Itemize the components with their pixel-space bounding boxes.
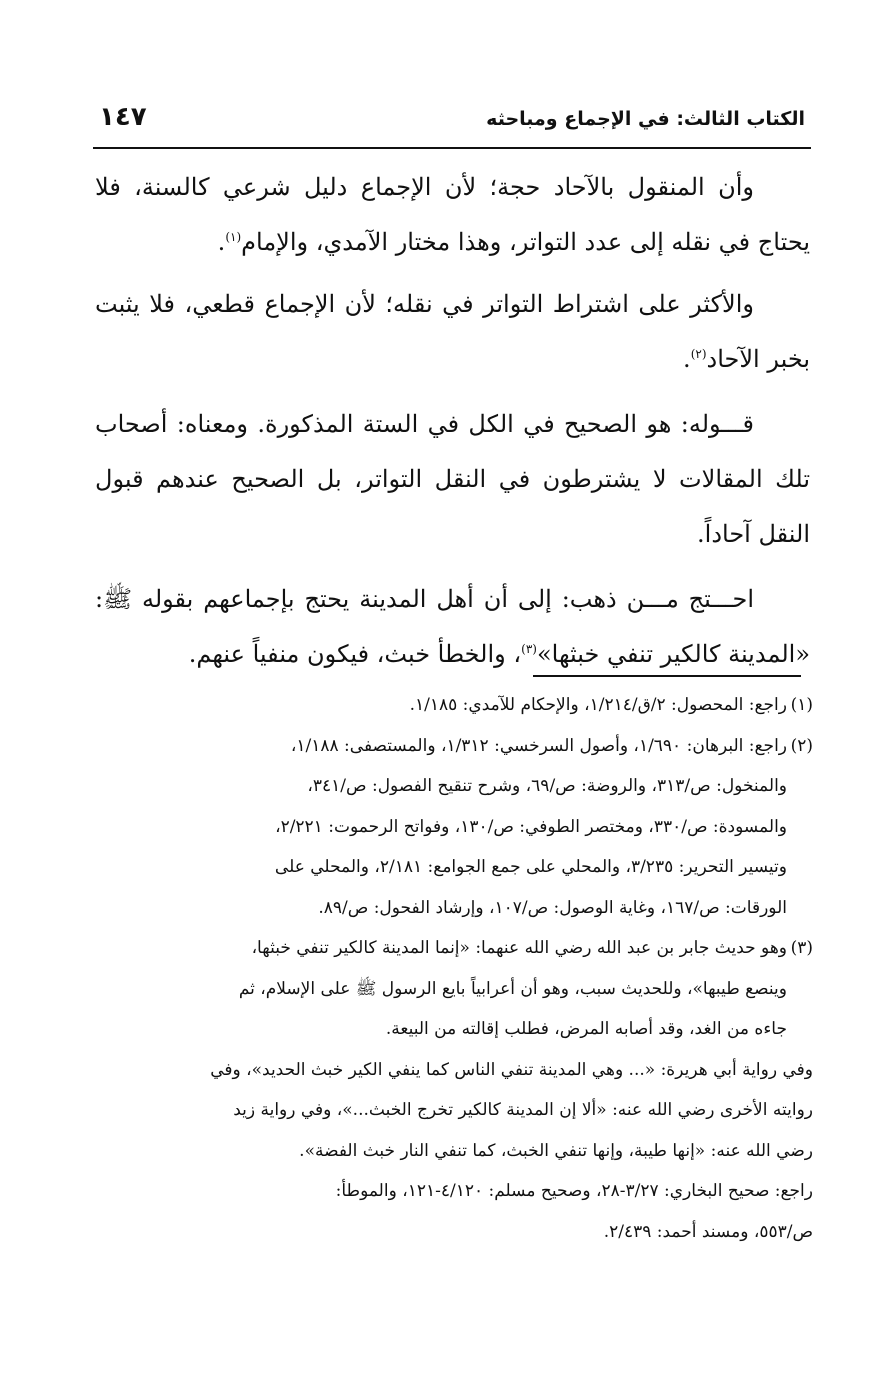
paragraph-line-tail: . <box>683 345 691 373</box>
footnote-line: والمنخول: ص/٣١٣، والروضة: ص/٦٩، وشرح تنقيح الفصول: ص/٣٤١، <box>307 776 787 796</box>
footnote-line: جاءه من الغد، وقد أصابه المرض، فطلب إقالته من البيعة. <box>385 1019 787 1039</box>
footnote-line: والمسودة: ص/٣٣٠، ومختصر الطوفي: ص/١٣٠، وفواتح الرحموت: ٢/٢٢١، <box>275 816 787 837</box>
header-divider <box>93 147 811 149</box>
paragraph <box>95 277 810 387</box>
footnote <box>93 685 813 726</box>
paragraph-line: احـــتج مـــن ذهب: إلى أن أهل المدينة يحتج بإجماعهم بقوله ﷺ: <box>95 585 755 613</box>
footnote-ref[interactable]: (١) <box>225 230 242 244</box>
footnote-number: (٣) <box>790 938 813 958</box>
paragraph <box>95 160 810 270</box>
footnote <box>93 928 813 1050</box>
footnote-line: وتيسير التحرير: ٣/٢٣٥، والمحلي على جمع الجوامع: ٢/١٨١، والمحلي على <box>274 857 787 877</box>
paragraph-line: «المدينة كالكير تنفي خبثها» <box>536 640 810 668</box>
footnote <box>93 726 813 929</box>
footnote-line: وفي رواية أبي هريرة: «... وهي المدينة تنفي الناس كما ينفي الكير خبث الحديد»، وفي <box>210 1059 813 1080</box>
footnote-line: رضي الله عنه: «إنها طيبة، وإنها تنفي الخبث، كما تنفي النار خبث الفضة». <box>299 1140 813 1161</box>
paragraph-line: المقالات لا يشترطون في النقل التواتر، بل الصحيح عندهم قبول النقل آحاداً. <box>95 465 810 548</box>
running-header <box>95 100 810 148</box>
footnote-line: راجع: البرهان: ١/٦٩٠، وأصول السرخسي: ١/٣١٢، والمستصفى: ١/١٨٨، <box>290 735 787 756</box>
footnote-divider <box>533 675 801 677</box>
paragraph-line: قـــوله: هو الصحيح في الكل في الستة المذكورة. ومعناه: أصحاب تلك <box>95 410 810 493</box>
paragraph-line: بخبر الآحاد <box>706 345 810 373</box>
paragraph <box>95 572 810 682</box>
paragraph-line: يحتاج في نقله إلى عدد التواتر، وهذا مختار الآمدي، والإمام <box>241 228 810 256</box>
footnote-line: راجع: صحيح البخاري: ٣/٢٧-٢٨، وصحيح مسلم: ٤/١٢٠-١٢١، والموطأ: <box>335 1181 813 1201</box>
footnote-number: (١) <box>790 695 813 715</box>
footnote-continuation <box>93 1171 813 1252</box>
main-text <box>95 160 810 692</box>
footnote-line: وهو حديث جابر بن عبد الله رضي الله عنهما: «إنما المدينة كالكير تنفي خبثها، <box>251 938 787 958</box>
footnote-line: الورقات: ص/١٦٧، وغاية الوصول: ص/١٠٧، وإرشاد الفحول: ص/٨٩. <box>318 897 787 918</box>
page-number: ١٤٧ <box>99 102 147 132</box>
footnote-number: (٢) <box>790 735 813 756</box>
paragraph-line-tail: . <box>217 228 226 256</box>
footnote-continuation <box>93 1050 813 1172</box>
paragraph <box>95 397 810 562</box>
paragraph-line-tail: ، والخطأ خبث، فيكون منفياً عنهم. <box>188 640 522 668</box>
footnote-ref[interactable]: (٢) <box>690 347 707 361</box>
footnote-line: راجع: المحصول: ٢/ق/١/٢١٤، والإحكام للآمدي: ١/١٨٥. <box>409 695 787 715</box>
footnote-line: وينصع طيبها»، وللحديث سبب، وهو أن أعرابياً بايع الرسول ﷺ على الإسلام، ثم <box>238 978 787 999</box>
footnotes <box>93 685 813 1252</box>
footnote-line: روايته الأخرى رضي الله عنه: «ألا إن المدينة كالكير تخرج الخبث...»، وفي رواية زيد <box>233 1100 813 1120</box>
paragraph-line: وأن المنقول بالآحاد حجة؛ لأن الإجماع دليل شرعي كالسنة، فلا <box>95 173 754 201</box>
chapter-title: الكتاب الثالث: في الإجماع ومباحثه <box>486 108 805 130</box>
footnote-ref[interactable]: (٣) <box>521 642 537 656</box>
paragraph-line: والأكثر على اشتراط التواتر في نقله؛ لأن الإجماع قطعي، فلا يثبت <box>95 290 754 318</box>
footnote-line: ص/٥٥٣، ومسند أحمد: ٢/٤٣٩. <box>603 1221 813 1242</box>
